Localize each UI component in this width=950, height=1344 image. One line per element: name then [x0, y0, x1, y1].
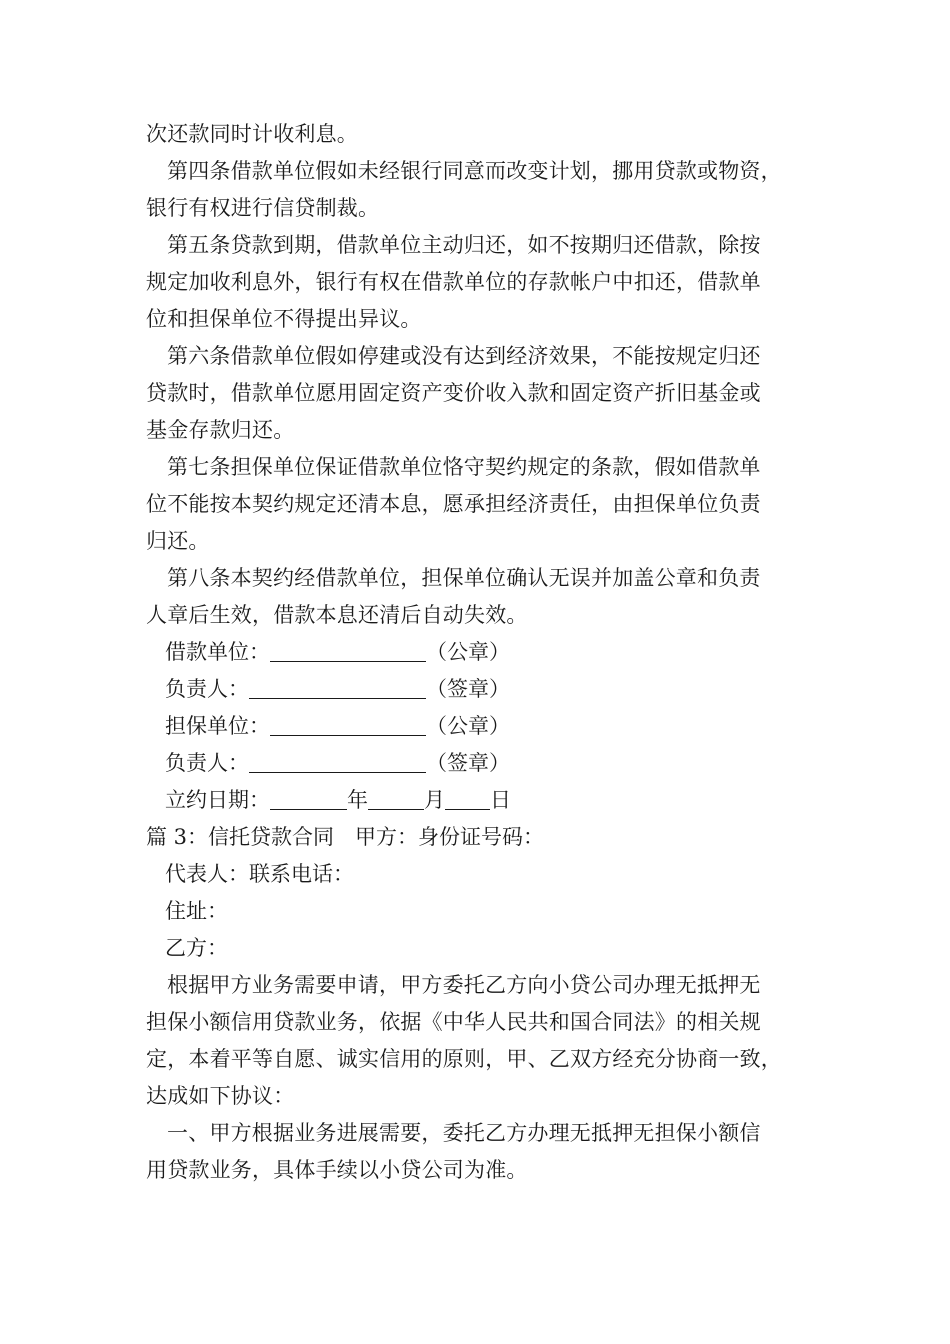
article-7-line-2: 位不能按本契约规定还清本息，愿承担经济责任，由担保单位负责: [146, 492, 761, 516]
article-7-line-1: 第七条担保单位保证借款单位恪守契约规定的条款，假如借款单: [167, 455, 761, 479]
article-8-line-1: 第八条本契约经借款单位，担保单位确认无误并加盖公章和负责: [167, 566, 761, 590]
party-b: 乙方：: [165, 936, 228, 960]
signature-field-responsible-2: [146, 745, 810, 782]
field-label: 借款单位：: [165, 640, 270, 664]
date-label: 立约日期：: [165, 788, 270, 812]
paragraph-line: 次还款同时计收利息。: [146, 122, 358, 146]
article-6-line-2: 贷款时，借款单位愿用固定资产变价收入款和固定资产折旧基金或: [146, 381, 761, 405]
preamble-line-2: 担保小额信用贷款业务，依据《中华人民共和国合同法》的相关规: [146, 1010, 761, 1034]
year-blank: [270, 787, 347, 810]
article-6-line-3: 基金存款归还。: [146, 418, 295, 442]
document-page: [146, 116, 810, 1189]
fill-blank: [270, 713, 426, 736]
month-unit: 月: [424, 788, 445, 812]
field-label: 负责人：: [165, 751, 249, 775]
article-7-line-3: 归还。: [146, 529, 210, 553]
fill-blank: [270, 639, 426, 662]
article-6-line-1: 第六条借款单位假如停建或没有达到经济效果，不能按规定归还: [167, 344, 761, 368]
clause-1-line-1: 一、甲方根据业务进展需要，委托乙方办理无抵押无担保小额信: [167, 1121, 761, 1145]
contract-date-field: [146, 782, 810, 819]
party-a-address: 住址：: [165, 899, 228, 923]
article-4-line-2: 银行有权进行信贷制裁。: [146, 196, 380, 220]
preamble-line-4: 达成如下协议：: [146, 1084, 295, 1108]
day-blank: [445, 787, 490, 810]
field-suffix: （签章）: [426, 751, 510, 775]
article-5-line-2: 规定加收利息外，银行有权在借款单位的存款帐户中扣还，借款单: [146, 270, 761, 294]
preamble-line-1: 根据甲方业务需要申请，甲方委托乙方向小贷公司办理无抵押无: [167, 973, 761, 997]
signature-field-borrower: [146, 634, 810, 671]
field-suffix: （公章）: [426, 640, 510, 664]
signature-field-responsible-1: [146, 671, 810, 708]
article-5-line-3: 位和担保单位不得提出异议。: [146, 307, 422, 331]
article-4-line-1: 第四条借款单位假如未经银行同意而改变计划，挪用贷款或物资，: [167, 159, 782, 183]
year-unit: 年: [347, 788, 368, 812]
preamble-line-3: 定，本着平等自愿、诚实信用的原则，甲、乙双方经充分协商一致，: [146, 1047, 782, 1071]
signature-field-guarantor: [146, 708, 810, 745]
article-8-line-2: 人章后生效，借款本息还清后自动失效。: [146, 603, 528, 627]
field-label: 担保单位：: [165, 714, 270, 738]
field-suffix: （签章）: [426, 677, 510, 701]
party-a-representative: 代表人：联系电话：: [165, 862, 354, 886]
field-suffix: （公章）: [426, 714, 510, 738]
fill-blank: [249, 750, 426, 773]
field-label: 负责人：: [165, 677, 249, 701]
article-5-line-1: 第五条贷款到期，借款单位主动归还，如不按期归还借款，除按: [167, 233, 761, 257]
clause-1-line-2: 用贷款业务，具体手续以小贷公司为准。: [146, 1158, 528, 1182]
day-unit: 日: [490, 788, 511, 812]
month-blank: [368, 787, 424, 810]
section-3-heading: 篇 3：信托贷款合同 甲方：身份证号码：: [146, 825, 545, 849]
fill-blank: [249, 676, 426, 699]
